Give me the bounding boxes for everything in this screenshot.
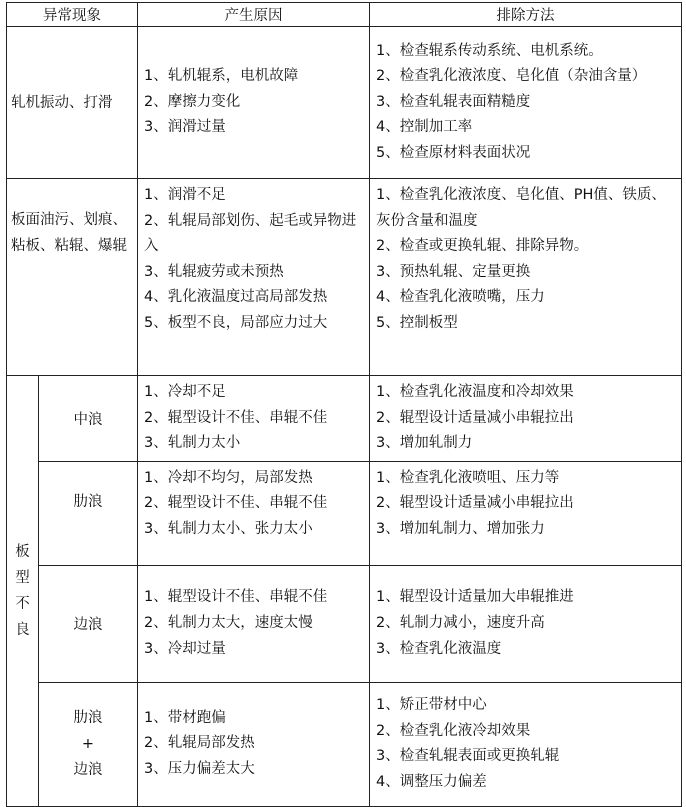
remedy-item: 3、检查轧辊表面精糙度 xyxy=(376,93,531,110)
remedy-item: 2、轧制力减小，速度升高 xyxy=(376,614,545,631)
cause-item: 1、带材跑偏 xyxy=(144,709,226,726)
troubleshooting-table xyxy=(6,2,682,807)
header-row xyxy=(7,3,682,27)
subtype-cell: 中浪 xyxy=(39,376,138,462)
cause-item: 2、摩擦力变化 xyxy=(144,93,241,110)
group-label-char: 不 xyxy=(15,595,30,612)
table-row xyxy=(7,179,682,376)
subtype-cell: 边浪 xyxy=(39,565,138,682)
remedy-item: 2、辊型设计适量减小串辊拉出 xyxy=(376,409,574,426)
remedy-cell xyxy=(370,461,682,565)
cause-item: 4、乳化液温度过高局部发热 xyxy=(144,289,328,306)
cause-cell xyxy=(138,461,370,565)
remedy-item: 3、检查轧辊表面或更换轧辊 xyxy=(376,748,560,765)
cause-item: 1、冷却不均匀，局部发热 xyxy=(144,469,313,486)
cause-item: 1、润滑不足 xyxy=(144,187,226,203)
remedy-item: 3、增加轧制力 xyxy=(376,435,473,452)
group-label-char: 型 xyxy=(15,569,30,586)
remedy-item: 3、增加轧制力、增加张力 xyxy=(376,520,545,537)
cause-item: 2、辊型设计不佳、串辊不佳 xyxy=(144,495,328,512)
cause-item: 1、冷却不足 xyxy=(144,384,226,400)
cause-item: 2、轧辊局部划伤、起毛或异物进入 xyxy=(144,212,357,255)
cause-item: 2、辊型设计不佳、串辊不佳 xyxy=(144,409,328,426)
remedy-item: 1、检查乳化液温度和冷却效果 xyxy=(376,384,574,400)
phenomenon-cell: 轧机振动、打滑 xyxy=(7,27,138,179)
remedy-item: 1、检查辊系传动系统、电机系统。 xyxy=(376,42,603,59)
table-row xyxy=(7,376,682,462)
cause-cell xyxy=(138,565,370,682)
table-row xyxy=(7,682,682,806)
subtype-cell xyxy=(39,682,138,806)
subtype-cell: 肋浪 xyxy=(39,461,138,565)
cause-item: 3、压力偏差太大 xyxy=(144,761,255,778)
remedy-item: 5、检查原材料表面状况 xyxy=(376,144,531,161)
remedy-item: 1、辊型设计适量加大串辊推进 xyxy=(376,589,574,606)
cause-item: 2、轧辊局部发热 xyxy=(144,735,255,752)
remedy-item: 4、调整压力偏差 xyxy=(376,773,487,790)
remedy-item: 2、辊型设计适量减小串辊拉出 xyxy=(376,495,574,512)
subtype-label-part: 边浪 xyxy=(73,762,103,779)
cause-item: 3、冷却过量 xyxy=(144,640,226,657)
remedy-item: 2、检查乳化液冷却效果 xyxy=(376,722,531,739)
remedy-cell xyxy=(370,682,682,806)
group-label-char: 板 xyxy=(15,543,30,560)
cause-item: 3、轧辊疲劳或未预热 xyxy=(144,263,284,280)
cause-item: 3、轧制力太小、张力太小 xyxy=(144,520,313,537)
header-remedy: 排除方法 xyxy=(370,3,682,27)
cause-cell xyxy=(138,179,370,376)
table-row xyxy=(7,461,682,565)
remedy-item: 5、控制板型 xyxy=(376,314,458,331)
remedy-item: 2、检查或更换轧辊、排除异物。 xyxy=(376,238,589,255)
cause-item: 1、辊型设计不佳、串辊不佳 xyxy=(144,589,328,606)
table-row xyxy=(7,565,682,682)
remedy-item: 1、检查乳化液浓度、皂化值、PH值、铁质、灰份含量和温度 xyxy=(376,187,666,229)
cause-cell xyxy=(138,376,370,462)
remedy-item: 4、控制加工率 xyxy=(376,119,473,136)
subtype-label-part: + xyxy=(81,736,95,753)
remedy-item: 3、检查乳化液温度 xyxy=(376,640,502,657)
header-phenomenon: 异常现象 xyxy=(7,3,138,27)
remedy-cell xyxy=(370,27,682,179)
group-label-cell xyxy=(7,376,39,807)
group-label-char: 良 xyxy=(15,621,30,638)
subtype-label-part: 肋浪 xyxy=(73,710,103,727)
remedy-cell xyxy=(370,565,682,682)
cause-item: 5、板型不良，局部应力过大 xyxy=(144,314,328,331)
table-row xyxy=(7,27,682,179)
cause-cell xyxy=(138,682,370,806)
remedy-cell xyxy=(370,179,682,376)
remedy-item: 1、检查乳化液喷咀、压力等 xyxy=(376,469,560,486)
remedy-item: 4、检查乳化液喷嘴，压力 xyxy=(376,289,545,306)
cause-item: 2、轧制力太大，速度太慢 xyxy=(144,614,313,631)
remedy-item: 3、预热轧辊、定量更换 xyxy=(376,263,531,280)
cause-item: 3、轧制力太小 xyxy=(144,435,241,452)
phenomenon-cell: 板面油污、划痕、粘板、粘辊、爆辊 xyxy=(7,179,138,376)
cause-cell xyxy=(138,27,370,179)
remedy-item: 1、矫正带材中心 xyxy=(376,697,487,714)
cause-item: 3、润滑过量 xyxy=(144,119,226,136)
cause-item: 1、轧机辊系，电机故障 xyxy=(144,68,299,85)
remedy-cell xyxy=(370,376,682,462)
header-cause: 产生原因 xyxy=(138,3,370,27)
remedy-item: 2、检查乳化液浓度、皂化值（杂油含量） xyxy=(376,68,647,85)
